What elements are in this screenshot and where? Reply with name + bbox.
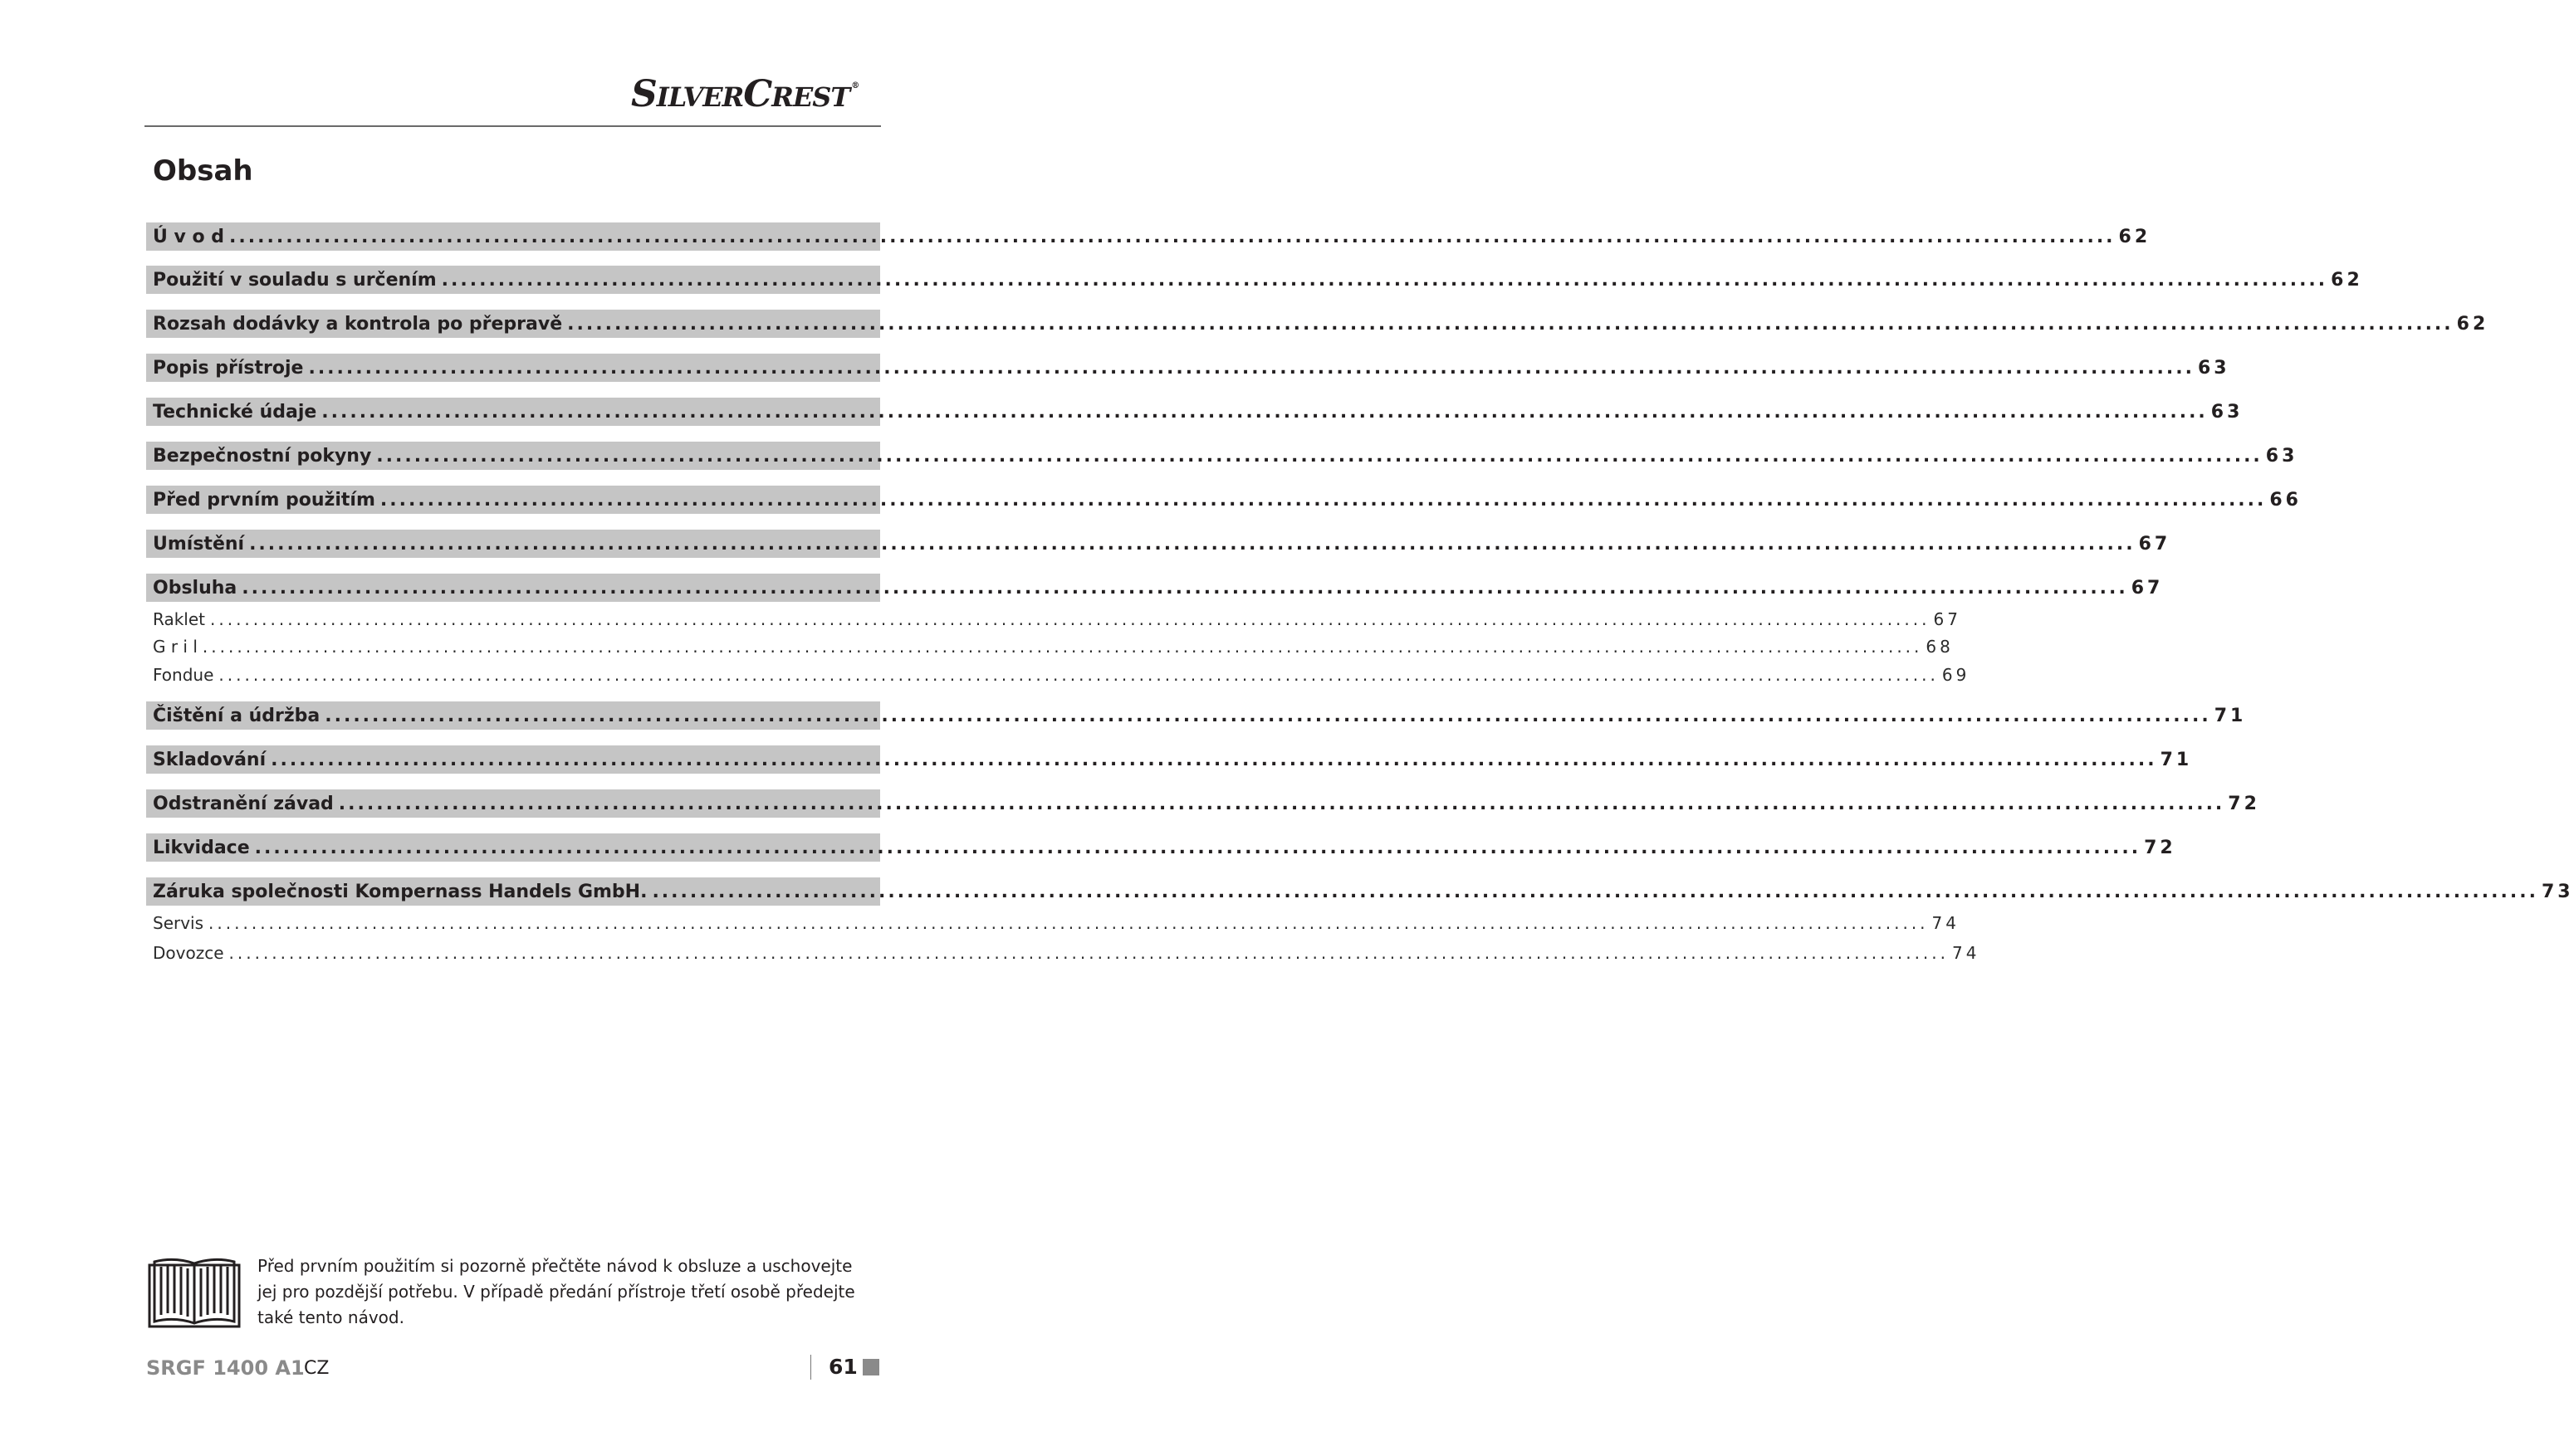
toc-dot-leader: ........................................................................................................................................................................................................ [308,357,2195,379]
toc-entry[interactable] [146,266,2363,294]
footer-language: CZ [304,1358,330,1379]
toc-entry-label: Servis [153,913,204,933]
toc-dot-leader: ........................................................................................................................................................................................................ [242,577,2128,599]
toc-dot-leader: ........................................................................................................................................................................................................ [325,705,2211,726]
toc-entry-page: 63 [2197,357,2230,379]
toc-entry-page: 74 [1931,913,1960,933]
toc-subentry[interactable] [146,662,1970,687]
toc-dot-leader: ........................................................................................................................................................................................................ [210,609,1930,629]
toc-entry-page: 73 [2541,881,2574,902]
toc-dot-leader: ........................................................................................................................................................................................................ [321,401,2208,423]
toc-dot-leader: ........................................................................................................................................................................................................ [202,637,1923,657]
toc-dot-leader: ........................................................................................................................................................................................................ [338,793,2225,814]
toc-entry-label: Likvidace [153,837,250,858]
silvercrest-logo: SILVERCREST ® [631,73,859,115]
toc-entry-page: 66 [2269,489,2302,511]
header-rule [144,125,881,127]
page-title: Obsah [153,154,253,188]
toc-entry-label: Popis přístroje [153,357,304,379]
toc-entry-page: 62 [2456,313,2489,335]
toc-entry-label: Ú v o d [153,226,225,247]
toc-entry-label: Před prvním použitím [153,489,375,511]
toc-entry-label: Skladování [153,749,267,770]
toc-dot-leader: ........................................................................................................................................................................................................ [567,313,2454,335]
toc-entry-label: G r i l [153,637,198,657]
toc-entry-label: Záruka společnosti Kompernass Handels GmbH. [153,881,648,902]
toc-entry[interactable] [146,833,2176,862]
toc-entry-label: Použití v souladu s určením [153,269,437,291]
toc-subentry[interactable] [146,634,1954,659]
toc-entry-page: 67 [2131,577,2164,599]
toc-entry[interactable] [146,877,2574,906]
toc-entry-label: Čištění a údržba [153,705,321,726]
toc-entry-page: 62 [2331,269,2363,291]
toc-entry-page: 71 [2160,749,2193,770]
toc-entry-label: Odstranění závad [153,793,334,814]
notice-text: Před prvním použitím si pozorně přečtěte návod k obsluze a uschovejte jej pro pozdější potřebu. V případě předání přístroje třetí osobě předejte také tento návod. [257,1256,855,1327]
toc-entry-label: Obsluha [153,577,237,599]
toc-entry-page: 67 [1933,609,1961,629]
toc-entry[interactable] [146,398,2244,426]
toc-entry-page: 63 [2265,445,2298,467]
toc-entry-page: 68 [1926,637,1954,657]
toc-entry[interactable] [146,745,2193,774]
toc-subentry[interactable] [146,941,1980,965]
toc-subentry[interactable] [146,607,1961,632]
footer-page-number: 61 [829,1355,858,1379]
toc-entry[interactable] [146,789,2260,818]
toc-entry-label: Bezpečnostní pokyny [153,445,372,467]
toc-entry-label: Fondue [153,665,214,685]
toc-entry-page: 74 [1952,943,1980,963]
toc-dot-leader: ........................................................................................................................................................................................................ [441,269,2328,291]
toc-entry-page: 71 [2214,705,2247,726]
toc-dot-leader: ........................................................................................................................................................................................................ [652,881,2538,902]
toc-dot-leader: ........................................................................................................................................................................................................ [208,913,1929,933]
footer-model: SRGF 1400 A1 [146,1356,305,1380]
toc-entry-page: 62 [2118,226,2151,247]
toc-dot-leader: ........................................................................................................................................................................................................ [379,489,2267,511]
toc-subentry[interactable] [146,911,1960,936]
toc-entry-page: 72 [2144,837,2176,858]
toc-entry[interactable] [146,574,2164,602]
toc-entry[interactable] [146,354,2230,382]
toc-entry-label: Raklet [153,609,205,629]
toc-entry-page: 67 [2138,533,2171,555]
toc-entry[interactable] [146,442,2298,470]
toc-entry-page: 69 [1941,665,1970,685]
toc-entry-page: 63 [2210,401,2244,423]
footer-square-marker [863,1359,879,1375]
toc-dot-leader: ........................................................................................................................................................................................................ [229,226,2116,247]
toc-entry[interactable] [146,701,2247,730]
toc-dot-leader: ........................................................................................................................................................................................................ [271,749,2157,770]
toc-entry[interactable] [146,222,2151,251]
toc-entry[interactable] [146,486,2302,514]
toc-dot-leader: ........................................................................................................................................................................................................ [254,837,2141,858]
toc-entry[interactable] [146,310,2489,338]
toc-dot-leader: ........................................................................................................................................................................................................ [228,943,1949,963]
open-book-icon [148,1257,241,1330]
read-manual-notice [146,1253,877,1336]
toc-entry[interactable] [146,530,2171,558]
footer-divider [810,1355,811,1380]
toc-entry-page: 72 [2228,793,2260,814]
toc-entry-label: Technické údaje [153,401,317,423]
toc-dot-leader: ........................................................................................................................................................................................................ [218,665,1939,685]
toc-dot-leader: ........................................................................................................................................................................................................ [376,445,2263,467]
toc-entry-label: Rozsah dodávky a kontrola po přepravě [153,313,563,335]
toc-entry-label: Umístění [153,533,245,555]
toc-dot-leader: ........................................................................................................................................................................................................ [249,533,2136,555]
toc-entry-label: Dovozce [153,943,224,963]
